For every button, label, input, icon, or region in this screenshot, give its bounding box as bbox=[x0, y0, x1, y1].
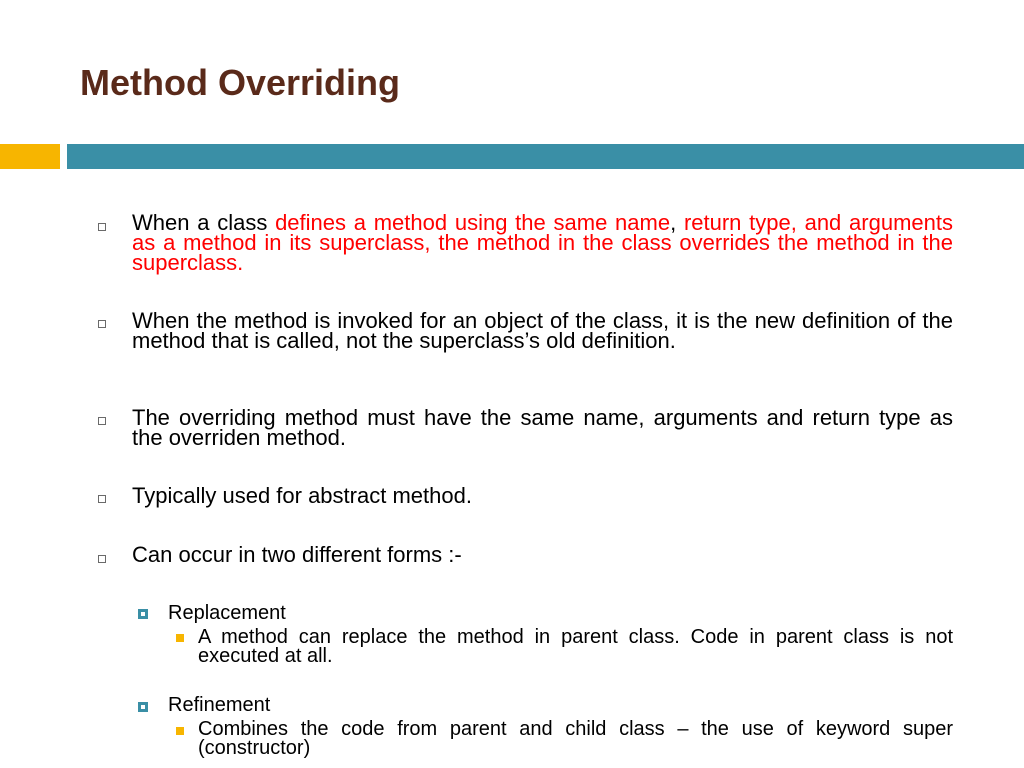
subsub-bullet-icon bbox=[176, 634, 184, 642]
square-bullet-icon bbox=[98, 417, 106, 425]
form-detail: A method can replace the method in parent class. Code in parent class is not executed at all. bbox=[198, 626, 953, 667]
bullet-item: When the method is invoked for an object of the class, it is the new definition of the method that is called, not the superclass’s old definition. bbox=[132, 308, 953, 353]
square-bullet-icon bbox=[98, 223, 106, 231]
subsub-bullet-icon bbox=[176, 727, 184, 735]
bullet-item bbox=[132, 210, 953, 275]
bullet-highlight-text: return type, and arguments as a method in its superclass, the method in the class overrides the method in the superclass. bbox=[132, 210, 953, 275]
form-label: Refinement bbox=[168, 694, 271, 716]
square-bullet-icon bbox=[98, 555, 106, 563]
form-label: Replacement bbox=[168, 602, 286, 624]
bullet-item: Can occur in two different forms :- bbox=[132, 542, 462, 567]
bullet-item: Typically used for abstract method. bbox=[132, 483, 472, 508]
sub-bullet-icon bbox=[138, 609, 148, 619]
form-detail: Combines the code from parent and child class – the use of keyword super (constructor) bbox=[198, 718, 953, 759]
square-bullet-icon bbox=[98, 320, 106, 328]
bullet-highlight-text: defines a method using the same name bbox=[275, 210, 671, 235]
bullet-text-part: , bbox=[670, 210, 684, 235]
square-bullet-icon bbox=[98, 495, 106, 503]
bullet-item: The overriding method must have the same name, arguments and return type as the overriden method. bbox=[132, 405, 953, 450]
slide-title: Method Overriding bbox=[80, 62, 401, 103]
sub-bullet-icon bbox=[138, 702, 148, 712]
bullet-text-part: When a class bbox=[132, 210, 276, 235]
